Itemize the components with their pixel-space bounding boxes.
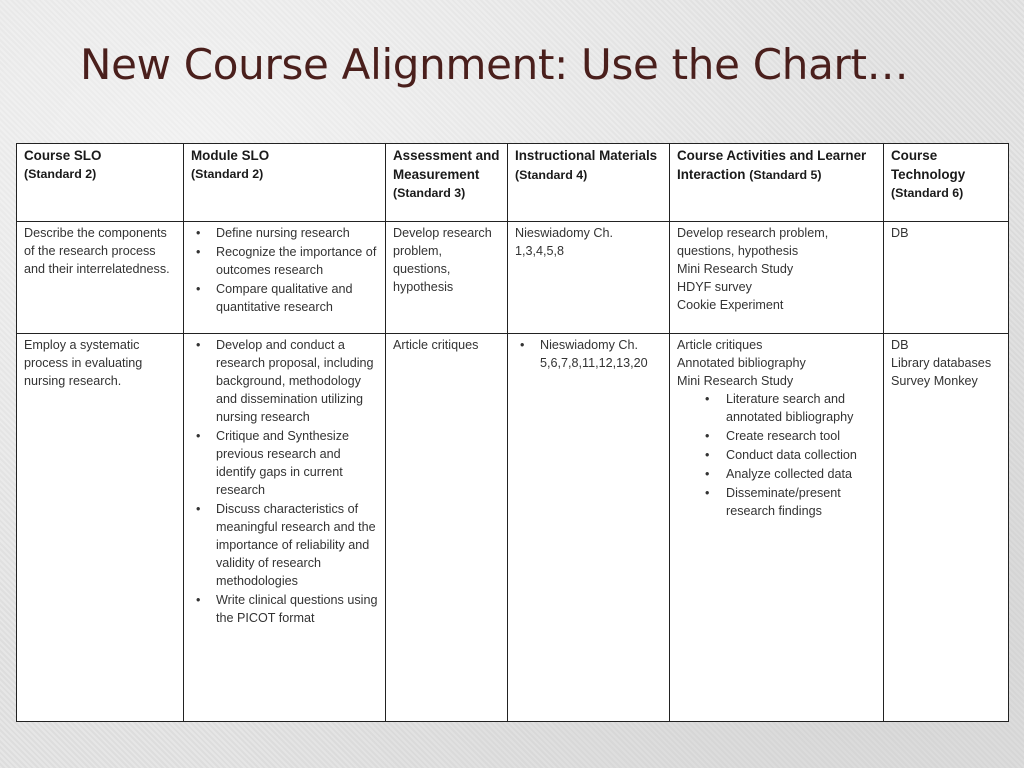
header-course-slo: Course SLO (Standard 2) xyxy=(17,144,184,222)
activities-cell xyxy=(670,334,884,722)
alignment-table xyxy=(16,143,1009,722)
table-row xyxy=(17,334,1009,722)
list-item: • Create research tool xyxy=(701,427,877,445)
assessment-cell: Article critiques xyxy=(386,334,508,722)
table-row xyxy=(17,222,1009,334)
list-item: • Discuss characteristics of meaningful research and the importance of reliability and validity of research methodologies xyxy=(191,500,379,590)
list-item: • Recognize the importance of outcomes research xyxy=(191,243,379,279)
activity-line: Mini Research Study xyxy=(677,262,794,276)
module-slo-cell xyxy=(184,222,386,334)
materials-cell xyxy=(508,334,670,722)
table-header-row xyxy=(17,144,1009,222)
course-slo-cell: Employ a systematic process in evaluating nursing research. xyxy=(17,334,184,722)
list-item: • Define nursing research xyxy=(191,224,379,242)
header-assessment: Assessment and Measurement (Standard 3) xyxy=(386,144,508,222)
header-activities: Course Activities and Learner Interaction (Standard 5) xyxy=(670,144,884,222)
materials-cell: Nieswiadomy Ch. 1,3,4,5,8 xyxy=(508,222,670,334)
header-module-slo: Module SLO (Standard 2) xyxy=(184,144,386,222)
list-item: • Literature search and annotated bibliography xyxy=(701,390,877,426)
activity-line: HDYF survey xyxy=(677,280,752,294)
technology-cell: DB xyxy=(884,222,1009,334)
activity-line: Annotated bibliography xyxy=(677,356,806,370)
slide-title: New Course Alignment: Use the Chart… xyxy=(80,40,909,89)
list-item: • Analyze collected data xyxy=(701,465,877,483)
list-item: • Critique and Synthesize previous research and identify gaps in current research xyxy=(191,427,379,499)
activity-line: Develop research problem, questions, hypothesis xyxy=(677,226,829,258)
activities-cell xyxy=(670,222,884,334)
list-item: • Compare qualitative and quantitative research xyxy=(191,280,379,316)
assessment-cell: Develop research problem, questions, hypothesis xyxy=(386,222,508,334)
list-item: • Develop and conduct a research proposal, including background, methodology and dissemination utilizing nursing research xyxy=(191,336,379,426)
header-materials: Instructional Materials (Standard 4) xyxy=(508,144,670,222)
list-item: • Conduct data collection xyxy=(701,446,877,464)
technology-cell: DB Library databases Survey Monkey xyxy=(884,334,1009,722)
list-item: • Nieswiadomy Ch. 5,6,7,8,11,12,13,20 xyxy=(515,336,663,372)
module-slo-cell xyxy=(184,334,386,722)
activity-line: Cookie Experiment xyxy=(677,298,784,312)
header-technology: Course Technology (Standard 6) xyxy=(884,144,1009,222)
list-item: • Write clinical questions using the PICOT format xyxy=(191,591,379,627)
list-item: • Disseminate/present research findings xyxy=(701,484,877,520)
course-slo-cell: Describe the components of the research process and their interrelatedness. xyxy=(17,222,184,334)
activity-line: Article critiques xyxy=(677,338,763,352)
activity-line: Mini Research Study xyxy=(677,374,794,388)
